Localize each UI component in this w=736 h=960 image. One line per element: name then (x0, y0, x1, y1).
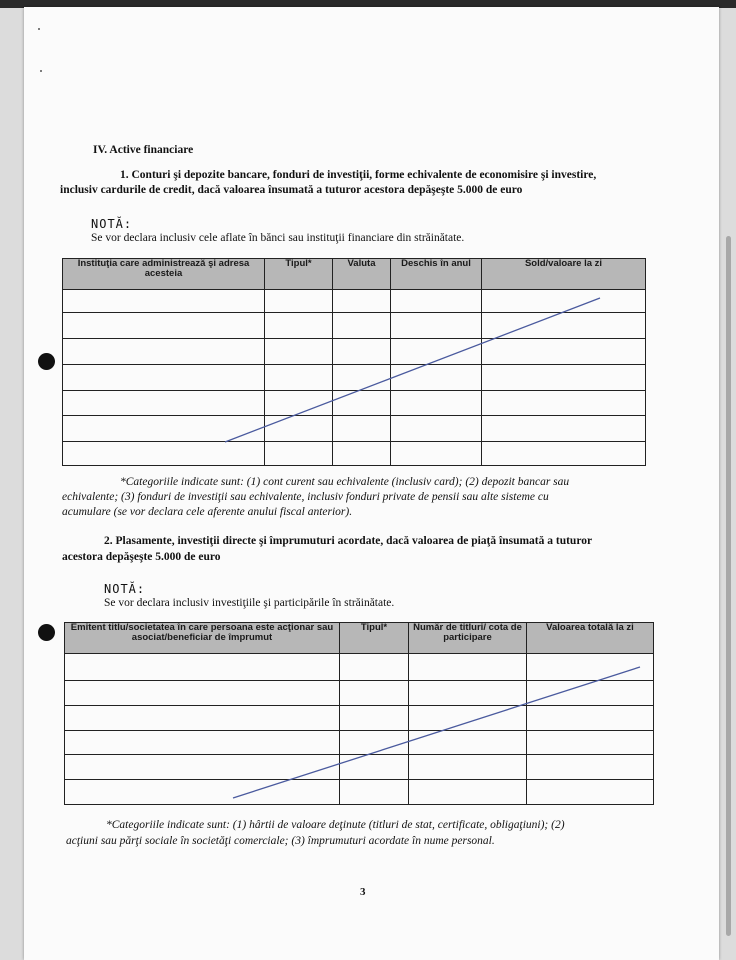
item1-heading-line2: inclusiv cardurile de credit, dacă valoarea însumată a tuturor acestora depăşeşte 5.000 de euro (60, 184, 523, 196)
item2-heading-line2: acestora depăşeşte 5.000 de euro (62, 551, 221, 563)
item1-nota-label: NOTĂ: (91, 217, 133, 231)
item2-nota-label: NOTĂ: (104, 582, 146, 596)
page-number: 3 (360, 886, 366, 898)
item1-footnote-line2: echivalente; (3) fonduri de investiţii sau echivalente, inclusiv fonduri private de pensii sau alte sisteme cu (62, 491, 549, 503)
item2-heading-line1: 2. Plasamente, investiţii directe şi împrumuturi acordate, dacă valoarea de piaţă însumată a tuturor (104, 535, 593, 547)
accounts-col-type: Tipul* (265, 259, 333, 290)
item2-nota-text: Se vor declara inclusiv investiţiile şi participările în străinătate. (104, 597, 395, 609)
item1-heading-line1: 1. Conturi şi depozite bancare, fonduri de investiţii, forme echivalente de economisire şi investire, (120, 169, 597, 181)
item2-footnote-line1: *Categoriile indicate sunt: (1) hârtii de valoare deţinute (titluri de stat, certificate, obligaţiuni); (2) (106, 819, 565, 831)
accounts-col-currency: Valuta (333, 259, 391, 290)
investments-col-type: Tipul* (340, 623, 409, 654)
item1-footnote-line1: *Categoriile indicate sunt: (1) cont curent sau echivalente (inclusiv card); (2) depozit bancar sau (120, 476, 570, 488)
item1-footnote-line3: acumulare (se vor declara cele aferente anului fiscal anterior). (62, 506, 353, 518)
bullet-marker (38, 624, 55, 641)
section-title: IV. Active financiare (93, 144, 194, 156)
item1-nota-text: Se vor declara inclusiv cele aflate în bănci sau instituţii financiare din străinătate. (91, 232, 465, 244)
investments-col-value: Valoarea totală la zi (527, 623, 654, 654)
investments-col-issuer: Emitent titlu/societatea în care persoana este acţionar sau asociat/beneficiar de împrumut (65, 623, 340, 654)
investments-col-shares: Număr de titluri/ cota de participare (409, 623, 527, 654)
item2-footnote-line2: acţiuni sau părţi sociale în societăţi comerciale; (3) împrumuturi acordate în nume personal. (66, 835, 495, 847)
accounts-col-opened: Deschis în anul (391, 259, 482, 290)
accounts-col-balance: Sold/valoare la zi (482, 259, 646, 290)
scrollbar[interactable] (726, 236, 731, 936)
accounts-col-institution: Instituţia care administrează şi adresa acesteia (63, 259, 265, 290)
